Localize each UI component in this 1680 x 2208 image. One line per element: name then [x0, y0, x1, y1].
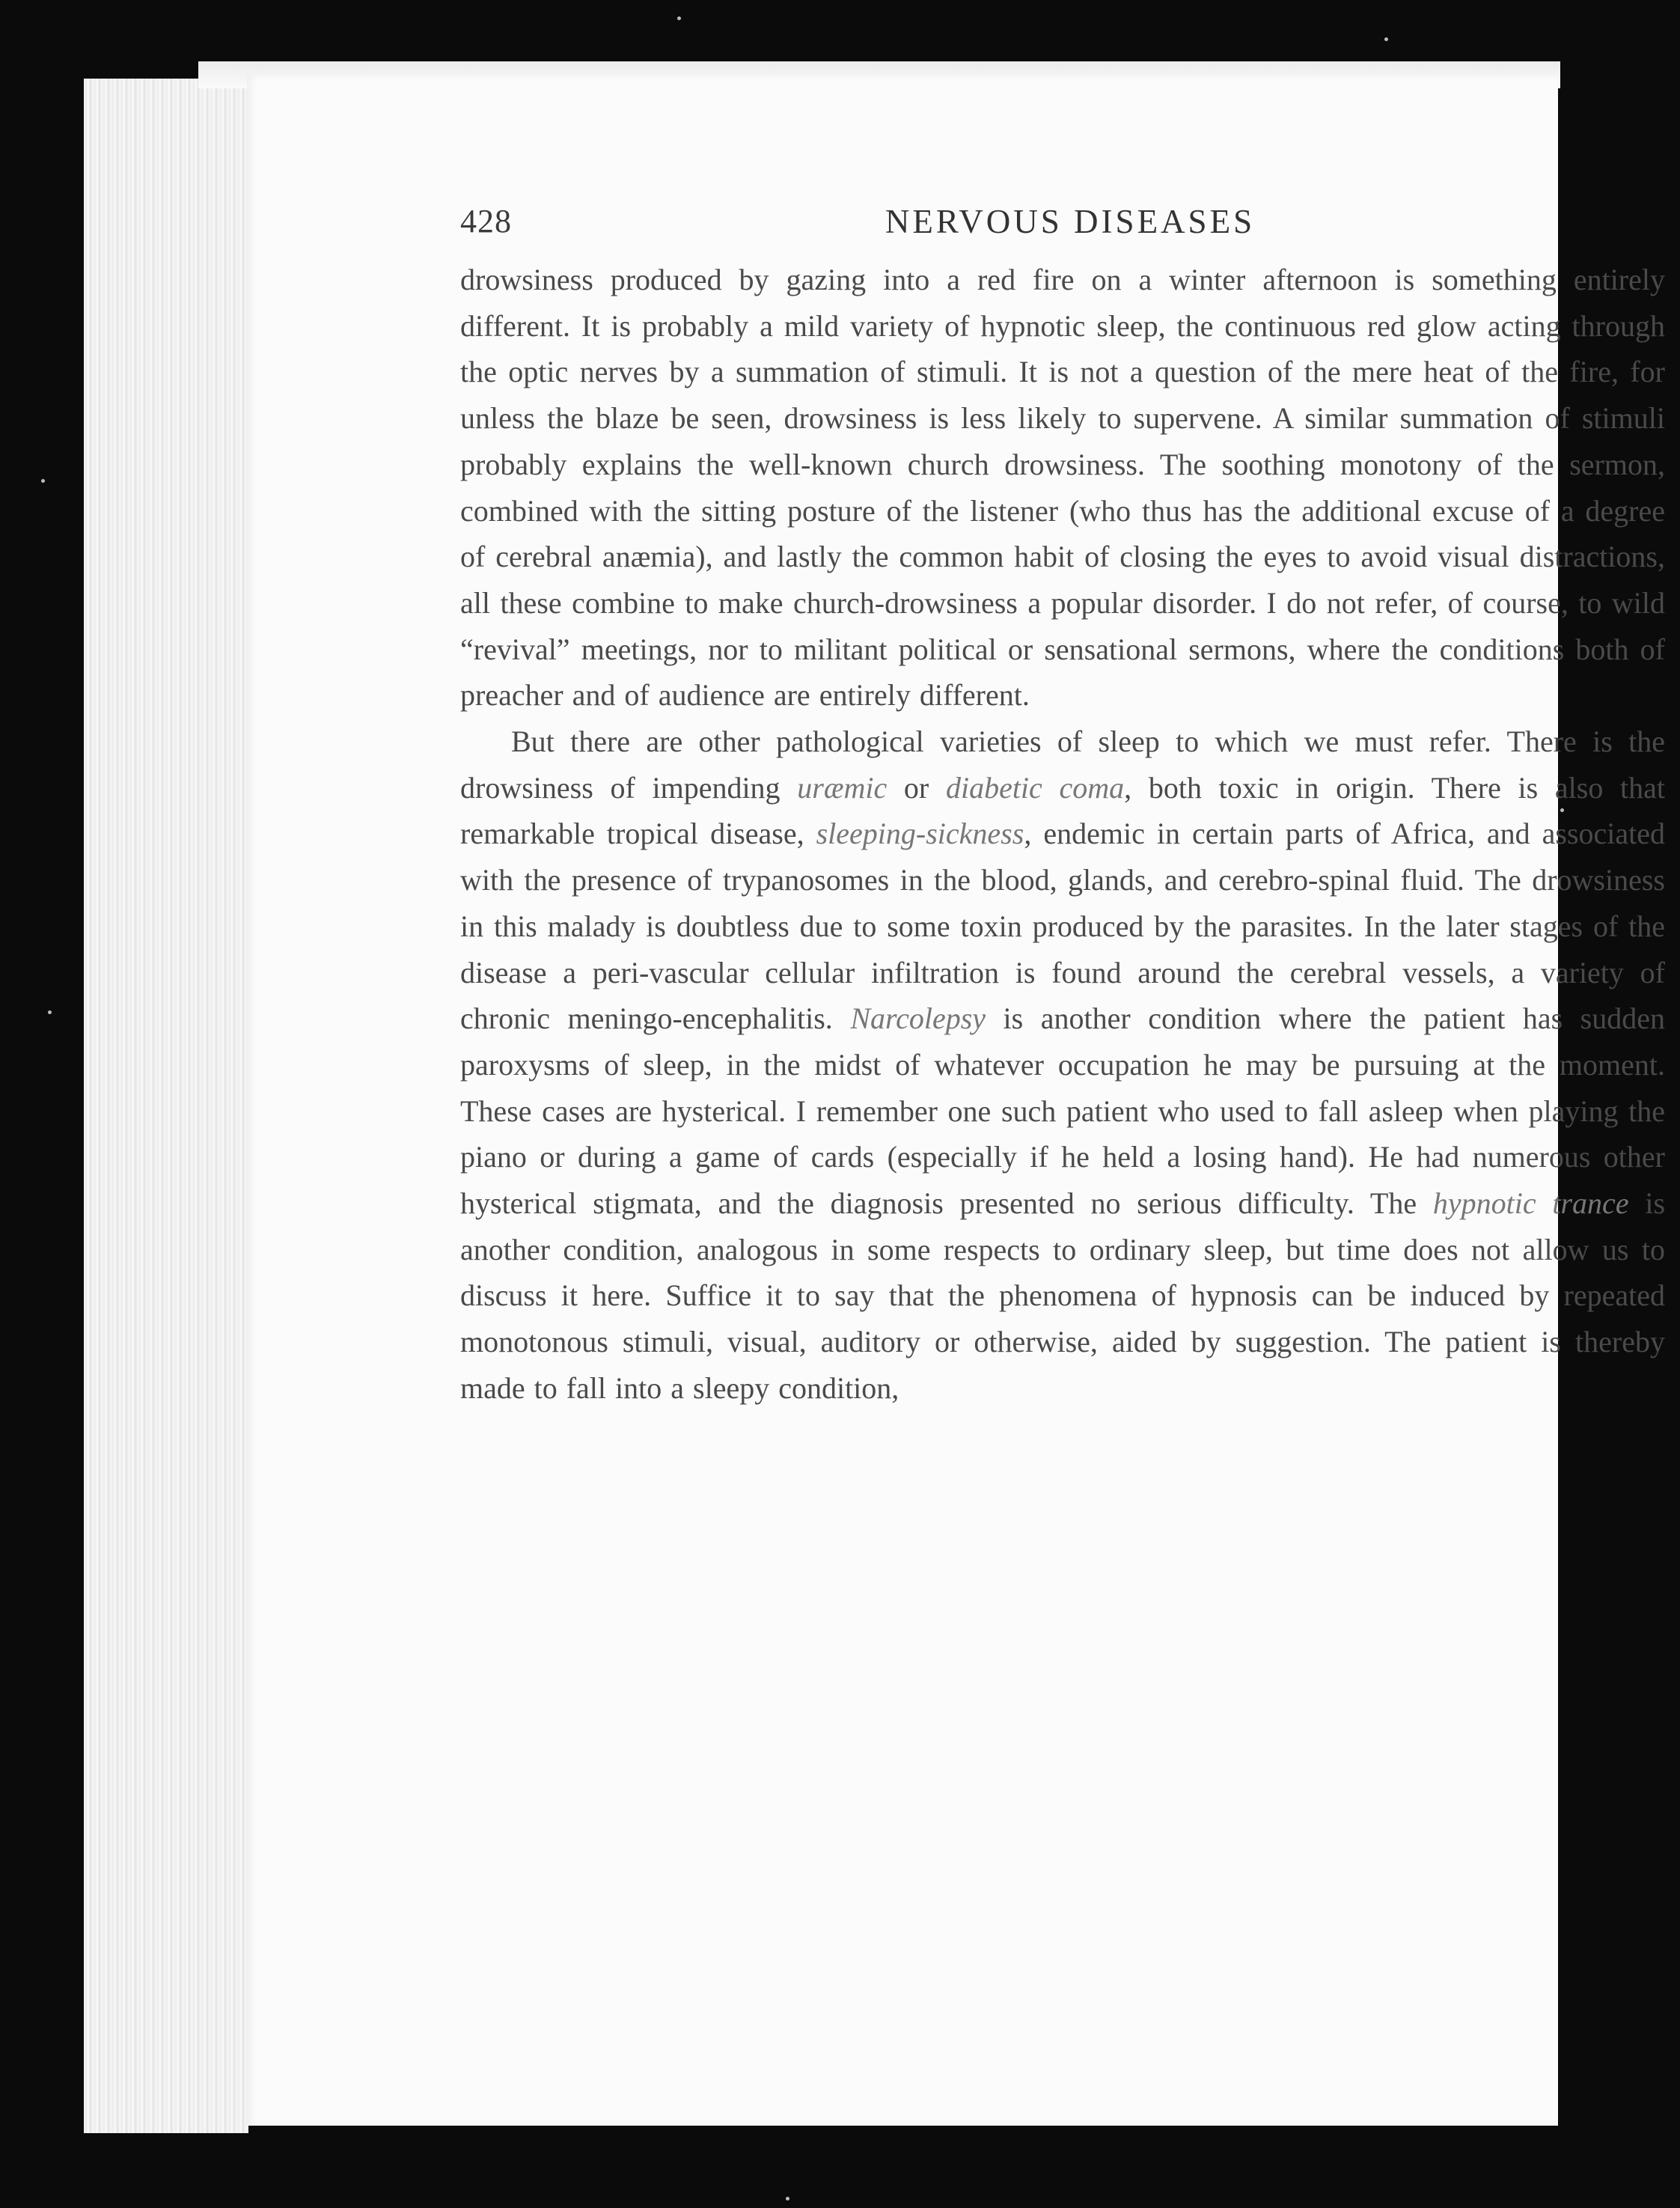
italic-term: uræmic — [797, 770, 888, 805]
text-run: is another condition, analogous in some respects to ordinary sleep, but time does not allow us to discuss it here. Suffice it to say that the phenomena of hypnosis can be induced by repeated monotonous stimuli, visual, auditory or otherwise, aided by suggestion. The patient is thereby made to fall into a sleepy condition, — [460, 1186, 1666, 1405]
text-run: But there are other pathological varieties of sleep to which we must refer. There is the drowsiness of impending — [460, 725, 1665, 805]
page-number: 428 — [460, 203, 512, 240]
paragraph — [460, 719, 1665, 1412]
text-run: or — [887, 770, 946, 805]
book-page — [247, 75, 1666, 2126]
dust-speck — [48, 1010, 52, 1014]
text-run: , both toxic in origin. There is also that remarkable tropical disease, — [460, 770, 1666, 851]
text-run: drowsiness produced by gazing into a red fire on a winter afternoon is something entirely different. It is probably a mild variety of hypnotic sleep, the continuous red glow acting through the optic nerves by a summation of stimuli. It is not a question of the mere heat of the fire, for unless the blaze be seen, drowsiness is less likely to supervene. A similar summation of stimuli probably explains the well-known church drowsiness. The soothing monotony of the sermon, combined with the sitting posture of the listener (who thus has the additional excuse of a degree of cerebral anæmia), and lastly the common habit of closing the eyes to avoid visual distractions, all these combine to make church-drowsiness a popular disorder. I do not refer, of course, to wild “revival” meetings, nor to militant political or sensational sermons, where the conditions both of preacher and of audience are entirely different. — [460, 263, 1665, 713]
running-head: NERVOUS DISEASES — [885, 203, 1256, 240]
italic-term: Narcolepsy — [850, 1001, 986, 1036]
text-run: is another condition where the patient has sudden paroxysms of sleep, in the midst of whatever occupation he may be pursuing at the moment. These cases are hysterical. I remember one such patient who used to fall asleep when playing the piano or during a game of cards (especially if he held a losing hand). He had numerous other hysterical stigmata, and the diagnosis presented no serious difficulty. The — [460, 1001, 1665, 1221]
dust-speck — [786, 2197, 789, 2201]
body-text — [460, 257, 1665, 1412]
italic-term: diabetic coma — [945, 770, 1125, 805]
paragraph — [460, 257, 1665, 719]
book-page-edges — [84, 79, 248, 2133]
text-run: , endemic in certain parts of Africa, and associated with the presence of trypanosomes in the blood, glands, and cerebro-spinal fluid. The drowsiness in this malady is doubtless due to some toxin produced by the parasites. In the later stages of the disease a peri-vascular cellular infiltration is found around the cerebral vessels, a variety of chronic meningo-encephalitis. — [460, 817, 1665, 1036]
italic-term: sleeping-sickness — [816, 817, 1024, 851]
dust-speck — [41, 479, 45, 483]
italic-term: hypnotic trance — [1432, 1186, 1629, 1221]
dust-speck — [677, 16, 681, 20]
dust-speck — [1384, 37, 1388, 41]
page-header — [460, 202, 1680, 254]
